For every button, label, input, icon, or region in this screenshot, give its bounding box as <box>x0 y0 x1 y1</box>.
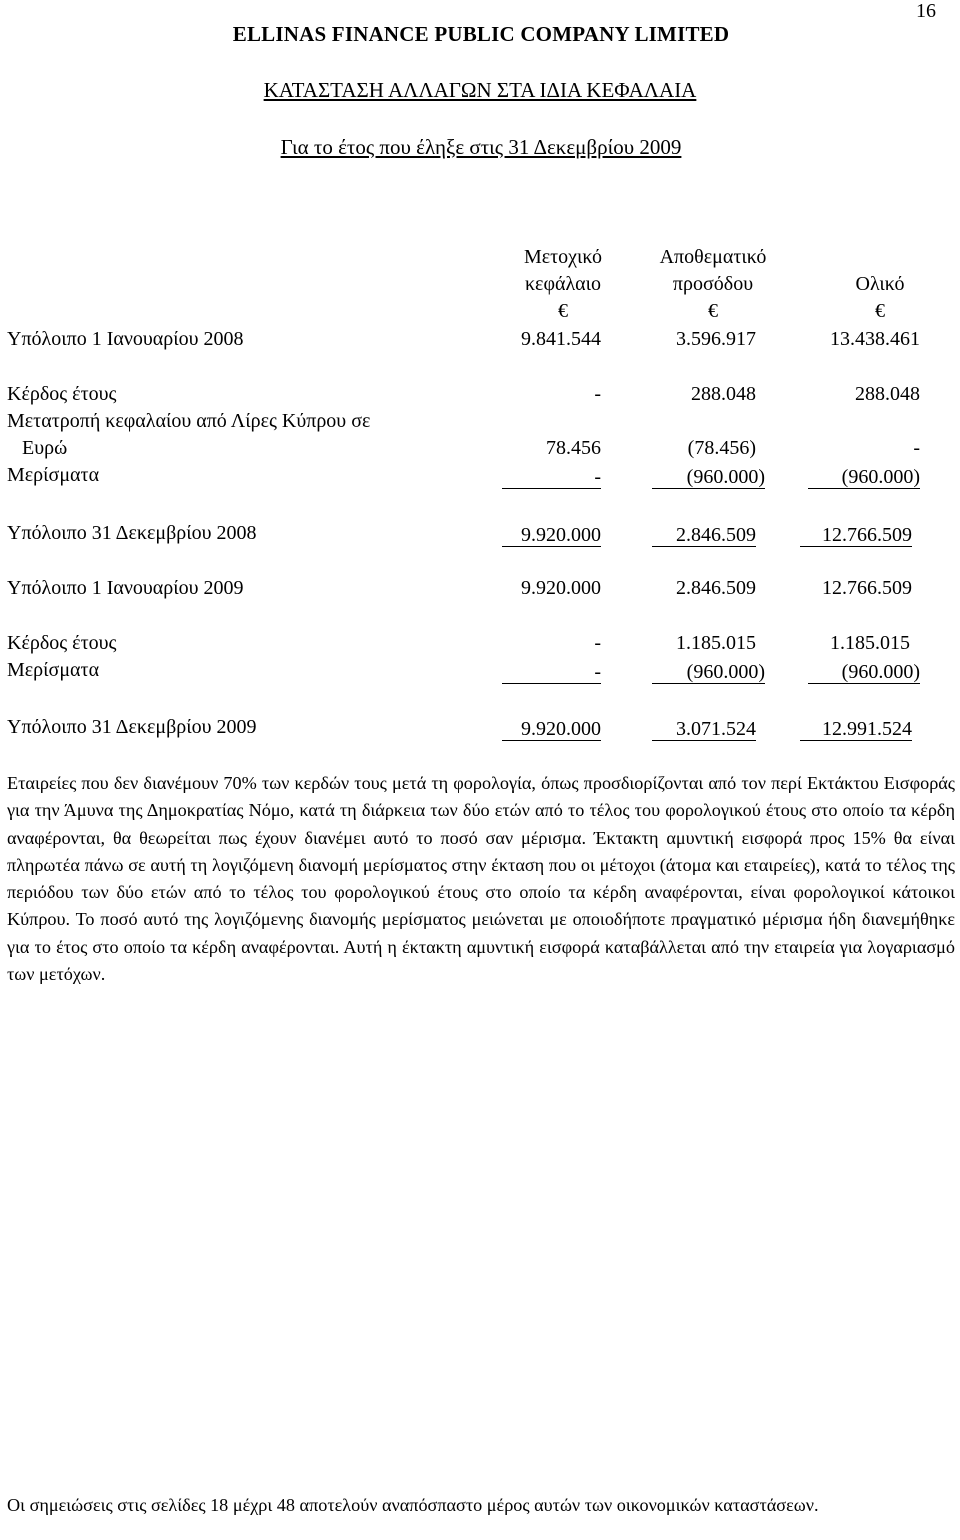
cell-share-capital: 9.841.544 <box>521 328 601 350</box>
row-label: Υπόλοιπο 1 Ιανουαρίου 2009 <box>7 577 244 599</box>
cell-retained-earnings: 3.596.917 <box>676 328 756 350</box>
cell-retained-earnings: 1.185.015 <box>676 632 756 654</box>
column-header-line: Αποθεματικό <box>659 246 767 268</box>
column-header-line: προσόδου <box>672 273 754 295</box>
footer-note: Οι σημειώσεις στις σελίδες 18 μέχρι 48 αποτελούν αναπόσπαστο μέρος αυτών των οικονομικών καταστάσεων. <box>7 1495 819 1515</box>
cell-share-capital: 9.920.000 <box>521 577 601 599</box>
row-label: Υπόλοιπο 31 Δεκεμβρίου 2009 <box>7 716 257 738</box>
cell-retained-earnings: (960.000) <box>652 466 765 489</box>
cell-share-capital: - <box>502 466 601 489</box>
cell-total: 13.438.461 <box>830 328 920 350</box>
statement-title: ΚΑΤΑΣΤΑΣΗ ΑΛΛΑΓΩΝ ΣΤΑ ΙΔΙΑ ΚΕΦΑΛΑΙΑ <box>263 78 697 102</box>
cell-total: 1.185.015 <box>830 632 910 654</box>
column-header-retained-earnings <box>638 244 788 325</box>
column-header-total <box>820 271 940 325</box>
column-header-line: κεφάλαιο <box>524 273 602 295</box>
cell-total: 288.048 <box>855 383 920 405</box>
cell-share-capital: 9.920.000 <box>502 718 601 741</box>
cell-total: 12.766.509 <box>822 577 912 599</box>
currency-symbol: € <box>558 300 568 322</box>
column-header-line: Μετοχικό <box>523 246 603 268</box>
row-label: Κέρδος έτους <box>7 632 117 654</box>
cell-total: 12.991.524 <box>800 718 912 741</box>
company-name: ELLINAS FINANCE PUBLIC COMPANY LIMITED <box>232 22 730 46</box>
cell-retained-earnings: 2.846.509 <box>676 577 756 599</box>
cell-total: (960.000) <box>808 661 920 684</box>
currency-symbol: € <box>708 300 718 322</box>
page-number: 16 <box>916 0 936 22</box>
statement-period: Για το έτος που έληξε στις 31 Δεκεμβρίου 2009 <box>280 135 682 159</box>
column-header-share-capital <box>498 244 628 325</box>
column-header-line: Ολικό <box>855 273 905 295</box>
cell-retained-earnings: (78.456) <box>687 437 756 459</box>
currency-symbol: € <box>875 300 885 322</box>
row-label: Υπόλοιπο 31 Δεκεμβρίου 2008 <box>7 522 257 544</box>
row-label: Ευρώ <box>22 437 68 459</box>
row-label: Μερίσματα <box>7 659 100 681</box>
cell-share-capital: - <box>594 632 601 654</box>
cell-total: - <box>913 437 920 459</box>
cell-retained-earnings: 2.846.509 <box>652 524 756 547</box>
row-label: Μερίσματα <box>7 464 100 486</box>
dividend-tax-paragraph: Εταιρείες που δεν διανέμουν 70% των κερδών τους μετά τη φορολογία, όπως προσδιορίζονται από τον περί Εκτάκτου Εισφοράς για την Άμυνα της Δημοκρατίας Νόμο, κατά τη διάρκεια των δύο ετών από το τέλος του φορολογικού έτους στο οποίο τα κέρδη αναφέρονται, θα θεωρείται πως έχουν διανέμει αυτό το ποσό σαν μέρισμα. Έκτακτη αμυντική εισφορά προς 15% θα είναι πληρωτέα πάνω σε αυτή τη λογιζόμενη διανομή μερίσματος στην έκταση που οι μέτοχοι (άτομα και εταιρείες), κατά το τέλος της περιόδου των δύο ετών από το τέλος του φορολογικού έτους στο οποίο τα κέρδη αναφέρονται, είναι φορολογικοί κάτοικοι Κύπρου. Το ποσό αυτό της λογιζόμενης διανομής μερίσματος μειώνεται με οποιοδήποτε πραγματικό μέρισμα ήδη διανεμήθηκε για το έτος στο οποίο τα κέρδη αναφέρονται. Αυτή η έκτακτη αμυντική εισφορά καταβάλλεται από την εταιρεία για λογαριασμό των μετόχων. <box>7 773 955 985</box>
cell-share-capital: 9.920.000 <box>502 524 601 547</box>
cell-retained-earnings: 288.048 <box>691 383 756 405</box>
cell-total: 12.766.509 <box>800 524 912 547</box>
cell-retained-earnings: 3.071.524 <box>652 718 756 741</box>
cell-share-capital: 78.456 <box>546 437 601 459</box>
row-label: Υπόλοιπο 1 Ιανουαρίου 2008 <box>7 328 244 350</box>
row-label: Κέρδος έτους <box>7 383 117 405</box>
cell-retained-earnings: (960.000) <box>652 661 765 684</box>
cell-share-capital: - <box>594 383 601 405</box>
cell-share-capital: - <box>502 661 601 684</box>
cell-total: (960.000) <box>808 466 920 489</box>
row-label: Μετατροπή κεφαλαίου από Λίρες Κύπρου σε <box>7 410 371 432</box>
